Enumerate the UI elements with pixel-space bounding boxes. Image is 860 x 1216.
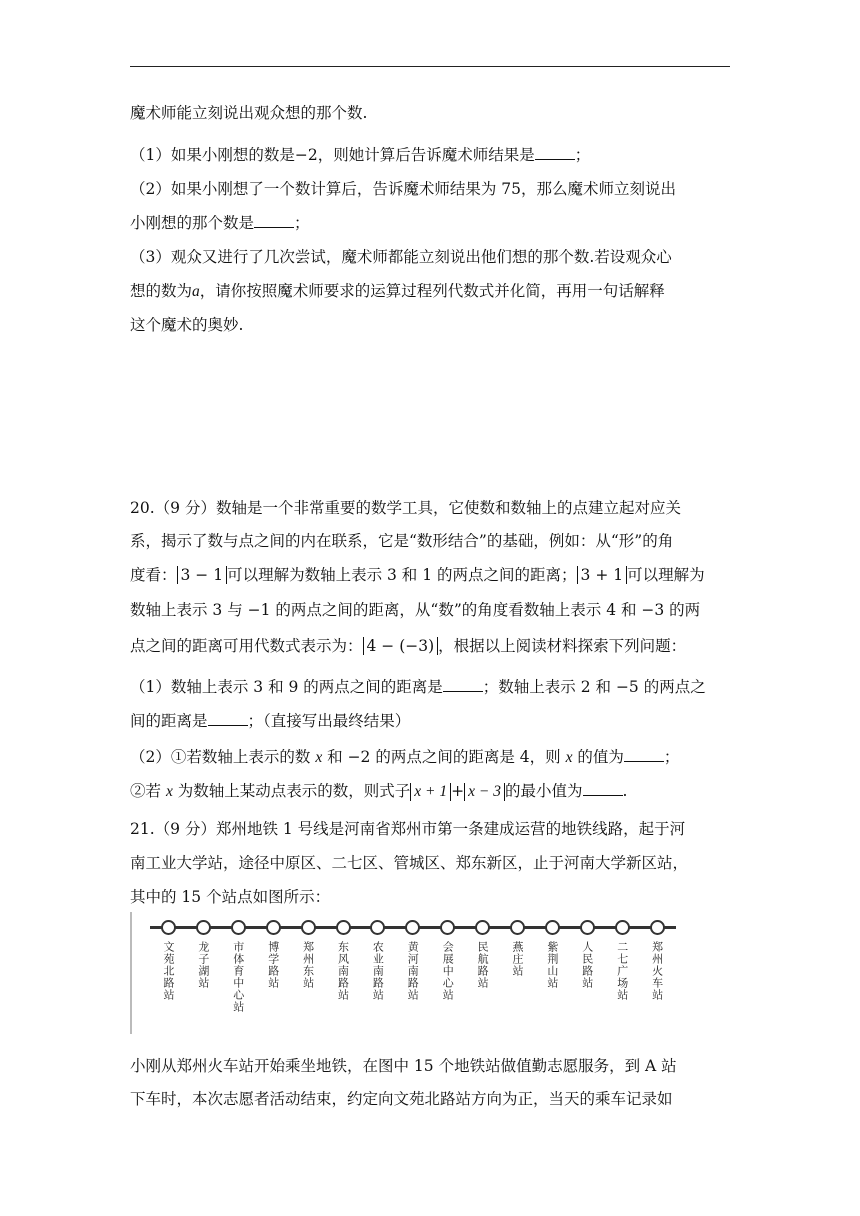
station-name: 紫荆山站	[545, 941, 559, 989]
station-dot-icon	[161, 920, 176, 935]
abs-expression: 3 − 1	[177, 566, 228, 584]
station-dot-icon	[231, 920, 246, 935]
q21-line2: 南工业大学站，途径中原区、二七区、管城区、郑东新区，止于河南大学新区站，	[130, 854, 689, 872]
q20-line1: 20.（9 分）数轴是一个非常重要的数学工具，它使数和数轴上的点建立起对应关	[130, 499, 681, 517]
abs-expression: x − 3	[464, 783, 505, 801]
metro-station	[510, 920, 524, 977]
station-name: 会展中心站	[441, 941, 455, 1001]
station-dot-icon	[545, 920, 560, 935]
station-name: 龙子湖站	[196, 941, 210, 989]
q21-line1: 21.（9 分）郑州地铁 1 号线是河南省郑州市第一条建成运营的地铁线路，起于河	[130, 820, 686, 838]
abs-expression: x + 1	[410, 783, 451, 801]
q19-part3-line1: （3）观众又进行了几次尝试，魔术师都能立刻说出他们想的那个数.若设观众心	[130, 248, 672, 266]
metro-station	[231, 920, 245, 1013]
q19-part3-line3: 这个魔术的奥妙.	[130, 316, 244, 334]
q21-line3: 其中的 15 个站点如图所示：	[130, 888, 331, 906]
q19-part3-line2: 想的数为a，请你按照魔术师要求的运算过程列代数式并化简，再用一句话解释	[130, 282, 665, 300]
station-name: 市体育中心站	[231, 941, 245, 1013]
metro-station	[370, 920, 384, 1001]
station-dot-icon	[650, 920, 665, 935]
metro-station	[301, 920, 315, 989]
metro-station	[475, 920, 489, 989]
header-rule	[130, 66, 730, 67]
q20-sub1-line1: （1）数轴上表示 3 和 9 的两点之间的距离是 ；数轴上表示 2 和 −5 的两点之	[130, 678, 706, 696]
q20-line5: 点之间的距离可用代数式表示为： 4 − (−3) ，根据以上阅读材料探索下列问题：	[130, 637, 687, 655]
station-name: 文苑北路站	[162, 941, 175, 1001]
answer-blank[interactable]	[535, 145, 575, 160]
metro-station	[650, 920, 664, 1001]
station-dot-icon	[440, 920, 455, 935]
station-dot-icon	[301, 920, 316, 935]
intro-text: 魔术师能立刻说出观众想的那个数.	[130, 104, 368, 122]
station-dot-icon	[615, 920, 630, 935]
metro-station	[615, 920, 629, 1001]
metro-station	[580, 920, 594, 989]
metro-station	[545, 920, 559, 989]
station-dot-icon	[475, 920, 490, 935]
q20-line3: 度看： 3 − 1 可以理解为数轴上表示 3 和 1 的两点之间的距离； 3 + 1 可以理解为	[130, 566, 705, 584]
answer-blank[interactable]	[583, 781, 623, 796]
station-name: 农业南路站	[371, 941, 385, 1001]
q21-after-line2: 下车时，本次志愿者活动结束，约定向文苑北路站方向为正，当天的乘车记录如	[130, 1090, 673, 1108]
answer-blank[interactable]	[254, 213, 294, 228]
abs-expression: 3 + 1	[577, 566, 628, 584]
station-name: 燕庄站	[511, 941, 524, 977]
diagram-frame	[130, 912, 132, 1034]
q20-sub1-line2: 间的距离是 ；（直接写出最终结果）	[130, 712, 411, 730]
metro-station	[405, 920, 419, 1001]
station-dot-icon	[196, 920, 211, 935]
q21-after-line1: 小刚从郑州火车站开始乘坐地铁，在图中 15 个地铁站做值勤志愿服务，到 A 站	[130, 1057, 677, 1075]
abs-expression: 4 − (−3)	[363, 637, 439, 655]
q20-sub2: （2）①若数轴上表示的数 x 和 −2 的两点之间的距离是 4，则 x 的值为 ；	[130, 748, 680, 766]
station-dot-icon	[266, 920, 281, 935]
metro-station	[161, 920, 175, 1001]
station-name: 东风南路站	[336, 941, 350, 1001]
metro-station	[336, 920, 350, 1001]
station-name: 郑州东站	[301, 941, 315, 989]
metro-line-diagram	[130, 912, 690, 1034]
metro-station	[440, 920, 454, 1001]
station-name: 民航路站	[476, 941, 490, 989]
station-name: 博学路站	[266, 941, 280, 989]
answer-blank[interactable]	[624, 747, 664, 762]
station-dot-icon	[405, 920, 420, 935]
metro-station	[196, 920, 210, 989]
station-dot-icon	[370, 920, 385, 935]
station-name: 二七广场站	[615, 941, 629, 1001]
answer-blank[interactable]	[443, 677, 483, 692]
station-dot-icon	[510, 920, 525, 935]
q20-line2: 系，揭示了数与点之间的内在联系，它是“数形结合”的基础，例如：从“形”的角	[130, 532, 674, 550]
q19-part2-line1: （2）如果小刚想了一个数计算后，告诉魔术师结果为 75，那么魔术师立刻说出	[130, 180, 677, 198]
station-dot-icon	[580, 920, 595, 935]
station-name: 黄河南路站	[406, 941, 420, 1001]
station-name: 郑州火车站	[650, 941, 664, 1001]
q20-line4: 数轴上表示 3 与 −1 的两点之间的距离，从“数”的角度看数轴上表示 4 和 −3 的两	[130, 601, 701, 619]
q19-part1: （1）如果小刚想的数是−2，则她计算后告诉魔术师结果是 ；	[130, 146, 591, 164]
q19-part2-line2: 小刚想的那个数是 ；	[130, 214, 310, 232]
metro-station	[266, 920, 280, 989]
station-dot-icon	[336, 920, 351, 935]
q20-sub3: ②若 x 为数轴上某动点表示的数，则式子 x + 1 + x − 3 的最小值为 .	[130, 782, 628, 800]
answer-blank[interactable]	[208, 711, 248, 726]
station-name: 人民路站	[580, 941, 594, 989]
